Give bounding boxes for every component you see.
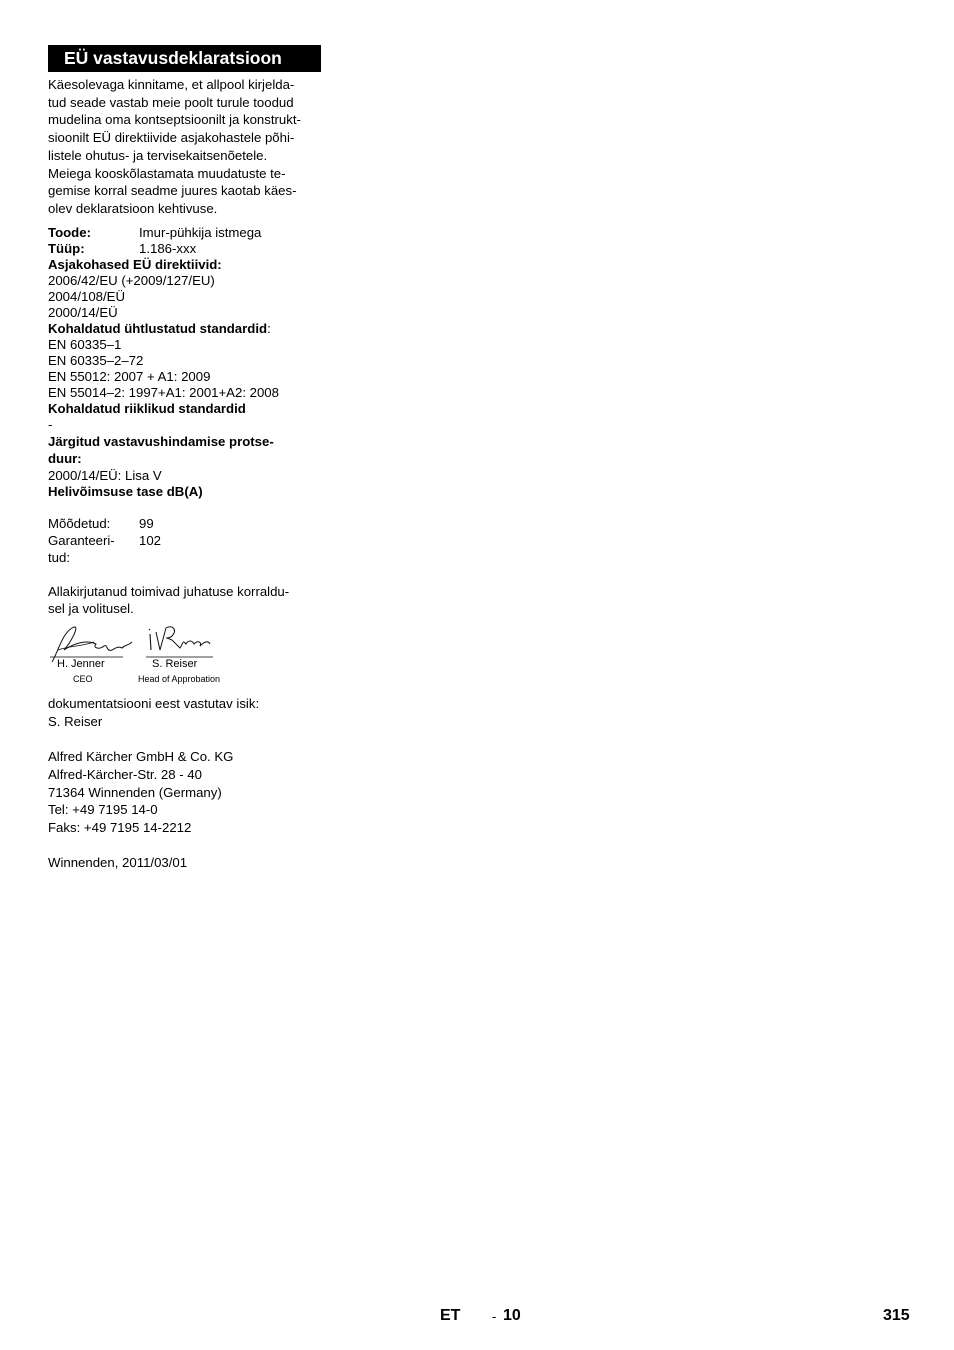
doc-responsible (48, 695, 321, 730)
measured-value: 99 (139, 515, 154, 531)
authority-line: sel ja volitusel. (48, 601, 134, 617)
footer-language: ET (440, 1307, 461, 1324)
intro-line: mudelina oma kontseptsioonilt ja konstrukt- (48, 112, 301, 128)
intro-paragraph (48, 76, 321, 218)
doc-responsible-label: dokumentatsiooni eest vastutav isik: (48, 696, 260, 712)
guaranteed-label-line: tud: (48, 550, 70, 566)
signatory-name: H. Jenner (57, 658, 105, 671)
sound-level-label: Helivõimsuse tase dB(A) (48, 483, 203, 499)
procedure-value: 2000/14/EÜ: Lisa V (48, 467, 162, 483)
signatory-title: CEO (73, 674, 93, 685)
product-row (48, 225, 321, 241)
section-heading: EÜ vastavusdeklaratsioon (48, 45, 321, 72)
address-line: Alfred Kärcher GmbH & Co. KG (48, 749, 234, 765)
date-line: Winnenden, 2011/03/01 (48, 855, 188, 871)
type-row (48, 241, 321, 257)
intro-line: tud seade vastab meie poolt turule toodud (48, 94, 294, 110)
intro-line: gemise korral seadme juures kaotab käes- (48, 183, 297, 199)
national-standards-value: - (48, 416, 53, 432)
guaranteed-value: 102 (139, 532, 162, 548)
guaranteed-label-line: Garanteeri- (48, 532, 115, 548)
measured-row (48, 516, 321, 532)
type-value: 1.186-xxx (139, 240, 197, 256)
intro-line: Meiega kooskõlastamata muudatuste te- (48, 165, 286, 181)
measured-label: Mõõdetud: (48, 515, 111, 531)
directive-item: 2000/14/EÜ (48, 304, 118, 320)
intro-line: Käesolevaga kinnitame, et allpool kirjelda- (48, 77, 295, 92)
signature-block (48, 622, 321, 684)
standard-item: EN 55012: 2007 + A1: 2009 (48, 368, 211, 384)
address-line: 71364 Winnenden (Germany) (48, 784, 222, 800)
guaranteed-row (48, 532, 321, 567)
declaration-fields (48, 225, 321, 567)
footer-section-number: 10 (503, 1307, 521, 1324)
company-address (48, 748, 321, 837)
national-standards-label: Kohaldatud riiklikud standardid (48, 400, 246, 416)
directive-item: 2004/108/EÜ (48, 288, 125, 304)
harmonized-label: Kohaldatud ühtlustatud standardid (48, 320, 268, 336)
authority-statement (48, 583, 321, 618)
product-label: Toode: (48, 224, 91, 240)
address-line: Faks: +49 7195 14-2212 (48, 819, 192, 835)
product-value: Imur-pühkija istmega (139, 224, 262, 240)
footer-dash: - (492, 1309, 497, 1324)
authority-line: Allakirjutanud toimivad juhatuse korraldu- (48, 583, 290, 599)
declaration-column (48, 45, 321, 872)
signatory-title: Head of Approbation (138, 674, 221, 685)
directives-label: Asjakohased EÜ direktiivid: (48, 256, 222, 272)
page-number: 315 (883, 1307, 910, 1324)
doc-responsible-name: S. Reiser (48, 713, 103, 729)
intro-line: sioonilt EÜ direktiivide asjakohastele põhi- (48, 130, 295, 146)
standard-item: EN 55014–2: 1997+A1: 2001+A2: 2008 (48, 384, 279, 400)
procedure-label-line: Järgitud vastavushindamise protse- (48, 433, 274, 449)
type-label: Tüüp: (48, 240, 85, 256)
procedure-label-line: duur: (48, 451, 82, 467)
intro-line: listele ohutus- ja tervisekaitsenõetele. (48, 147, 268, 163)
intro-line: olev deklaratsioon kehtivuse. (48, 200, 218, 216)
address-line: Alfred-Kärcher-Str. 28 - 40 (48, 766, 202, 782)
guaranteed-label (48, 532, 139, 567)
address-line: Tel: +49 7195 14-0 (48, 802, 158, 818)
directive-item: 2006/42/EU (+2009/127/EU) (48, 272, 215, 288)
harmonized-standards-heading (48, 321, 321, 337)
standard-item: EN 60335–2–72 (48, 352, 144, 368)
signatory-name: S. Reiser (152, 658, 198, 671)
standard-item: EN 60335–1 (48, 336, 122, 352)
harmonized-suffix: : (267, 320, 271, 336)
